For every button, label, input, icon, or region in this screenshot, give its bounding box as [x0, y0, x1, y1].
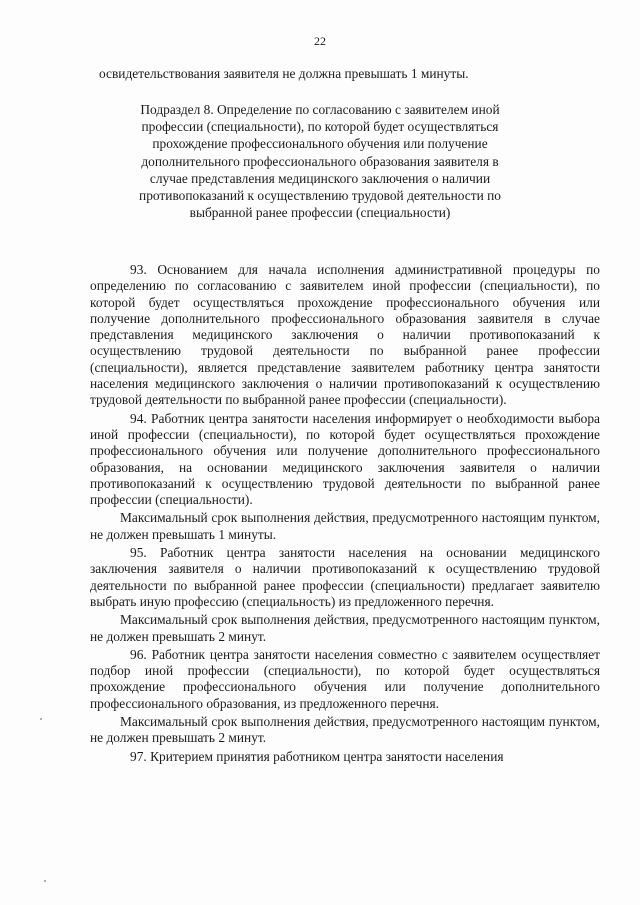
paragraph-95: 95. Работник центра занятости населения на основании медицинского заключения заявителя о наличии противопоказаний к осуществлению трудовой деятельности по выбранной ранее профессии (специальности) предлагает заявителю выбрать иную профессию (специальность) из предложенного перечня.	[90, 545, 600, 609]
paragraph-94-deadline: Максимальный срок выполнения действия, предусмотренного настоящим пунктом, не должен превышать 1 минуты.	[90, 510, 600, 542]
page-number: 22	[314, 34, 326, 48]
paragraph-95-deadline: Максимальный срок выполнения действия, предусмотренного настоящим пунктом, не должен превышать 2 минут.	[90, 612, 600, 644]
document-body	[90, 262, 600, 765]
paragraph-93: 93. Основанием для начала исполнения административной процедуры по определению по согласованию с заявителем иной профессии (специальности), по которой будет осуществляться прохождение профессионального обучения или получение дополнительного профессионального образования заявителя в случае представления медицинского заключения о наличии противопоказаний к осуществлению трудовой деятельности по выбранной ранее профессии (специальности), является представление заявителем работнику центра занятости населения медицинского заключения о наличии противопоказаний к осуществлению трудовой деятельности по выбранной ранее профессии (специальности).	[90, 262, 600, 408]
paragraph-97: 97. Критерием принятия работником центра занятости населения	[130, 748, 504, 764]
scan-speck	[40, 718, 42, 720]
paragraph-96-deadline: Максимальный срок выполнения действия, предусмотренного настоящим пунктом, не должен превышать 2 минут.	[90, 714, 600, 746]
paragraph-96: 96. Работник центра занятости населения совместно с заявителем осуществляет подбор иной профессии (специальности), по которой будет осуществляться прохождение профессионального обучения или получение дополнительного профессионального образования, из предложенного перечня.	[90, 646, 600, 711]
subsection-heading: Подраздел 8. Определение по согласованию с заявителем иной профессии (специальности), по которой будет осуществляться прохождение профессионального обучения или получение дополнительного профессионального образования заявителя в случае представления медицинского заключения о наличии противопоказаний к осуществлению трудовой деятельности по выбранной ранее профессии (специальности)	[139, 102, 501, 221]
paragraph-94: 94. Работник центра занятости населения информирует о необходимости выбора иной профессии (специальности), по которой будет осуществляться прохождение профессионального обучения или получение дополнительного профессионального образования, на основании медицинского заключения заявителя о наличии противопоказаний к осуществлению трудовой деятельности по выбранной ранее профессии (специальности).	[90, 410, 600, 508]
scan-speck	[44, 880, 46, 882]
continued-line: освидетельствования заявителя не должна превышать 1 минуты.	[99, 66, 469, 81]
